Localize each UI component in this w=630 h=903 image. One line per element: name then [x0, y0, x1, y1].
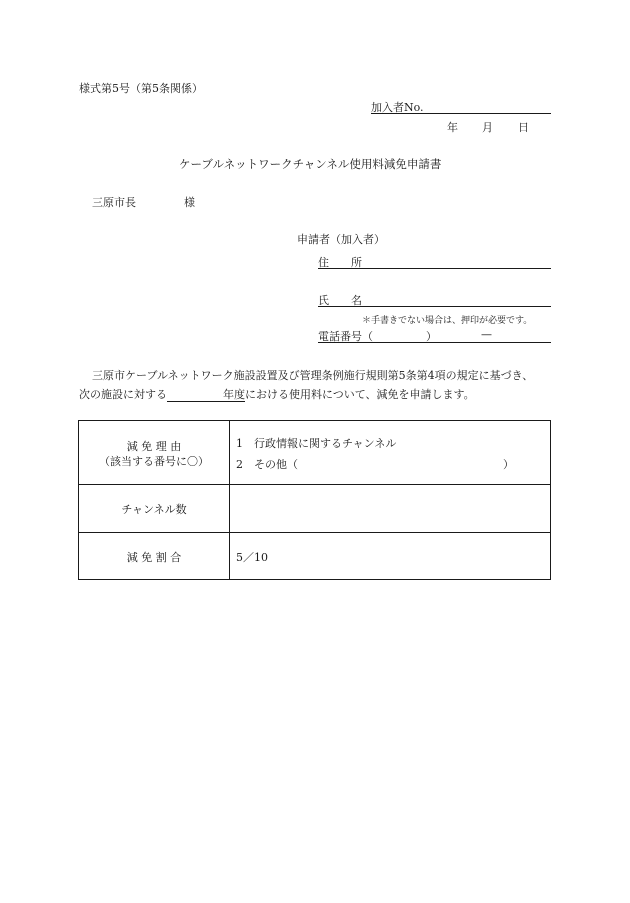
- member-number-field[interactable]: [371, 99, 551, 114]
- fiscal-year-suffix: 年度: [223, 388, 245, 401]
- exemption-table: [78, 420, 551, 580]
- reason-option-2[interactable]: 2 その他（: [236, 458, 298, 471]
- member-number-label: 加入者No.: [371, 101, 424, 114]
- name-label: 氏 名: [318, 294, 362, 307]
- phone-label: 電話番号（: [318, 330, 373, 343]
- reason-label: 減 免 理 由: [126, 440, 182, 453]
- body-line-2: [79, 386, 475, 402]
- address-field[interactable]: [318, 254, 551, 269]
- date-month-label: 月: [482, 121, 493, 134]
- channels-label: チャンネル数: [121, 503, 187, 516]
- body-line-2-prefix: 次の施設に対する: [79, 388, 167, 401]
- seal-note: ＊手書きでない場合は、押印が必要です。: [362, 316, 533, 326]
- applicant-heading: 申請者（加入者）: [297, 233, 385, 246]
- body-line-2-rest: における使用料について、減免を申請します。: [245, 388, 475, 401]
- table-row-divider-1: [79, 484, 550, 485]
- addressee-name: 三原市長: [92, 196, 136, 209]
- date-year-label: 年: [447, 121, 458, 134]
- document-title: ケーブルネットワークチャンネル使用料減免申請書: [179, 157, 442, 171]
- phone-dash: —: [481, 328, 492, 341]
- table-column-divider: [229, 421, 230, 579]
- reason-option-2-close: ）: [503, 458, 514, 471]
- body-line-1: 三原市ケーブルネットワーク施設設置及び管理条例施行規則第5条第4項の規定に基づき、: [92, 369, 534, 382]
- ratio-label: 減 免 割 合: [126, 551, 182, 564]
- reason-label-note: （該当する番号に〇）: [99, 455, 209, 468]
- phone-field[interactable]: [318, 328, 551, 343]
- ratio-value: 5／10: [236, 551, 268, 564]
- fiscal-year-blank[interactable]: [167, 389, 223, 402]
- phone-paren-close: ）: [426, 330, 437, 343]
- date-day-label: 日: [518, 121, 529, 134]
- table-row-divider-2: [79, 532, 550, 533]
- addressee-honorific: 様: [184, 196, 195, 209]
- address-label: 住 所: [318, 256, 362, 269]
- name-field[interactable]: [318, 292, 551, 307]
- form-number: 様式第5号（第5条関係）: [79, 82, 203, 95]
- reason-option-1[interactable]: 1 行政情報に関するチャンネル: [236, 437, 397, 450]
